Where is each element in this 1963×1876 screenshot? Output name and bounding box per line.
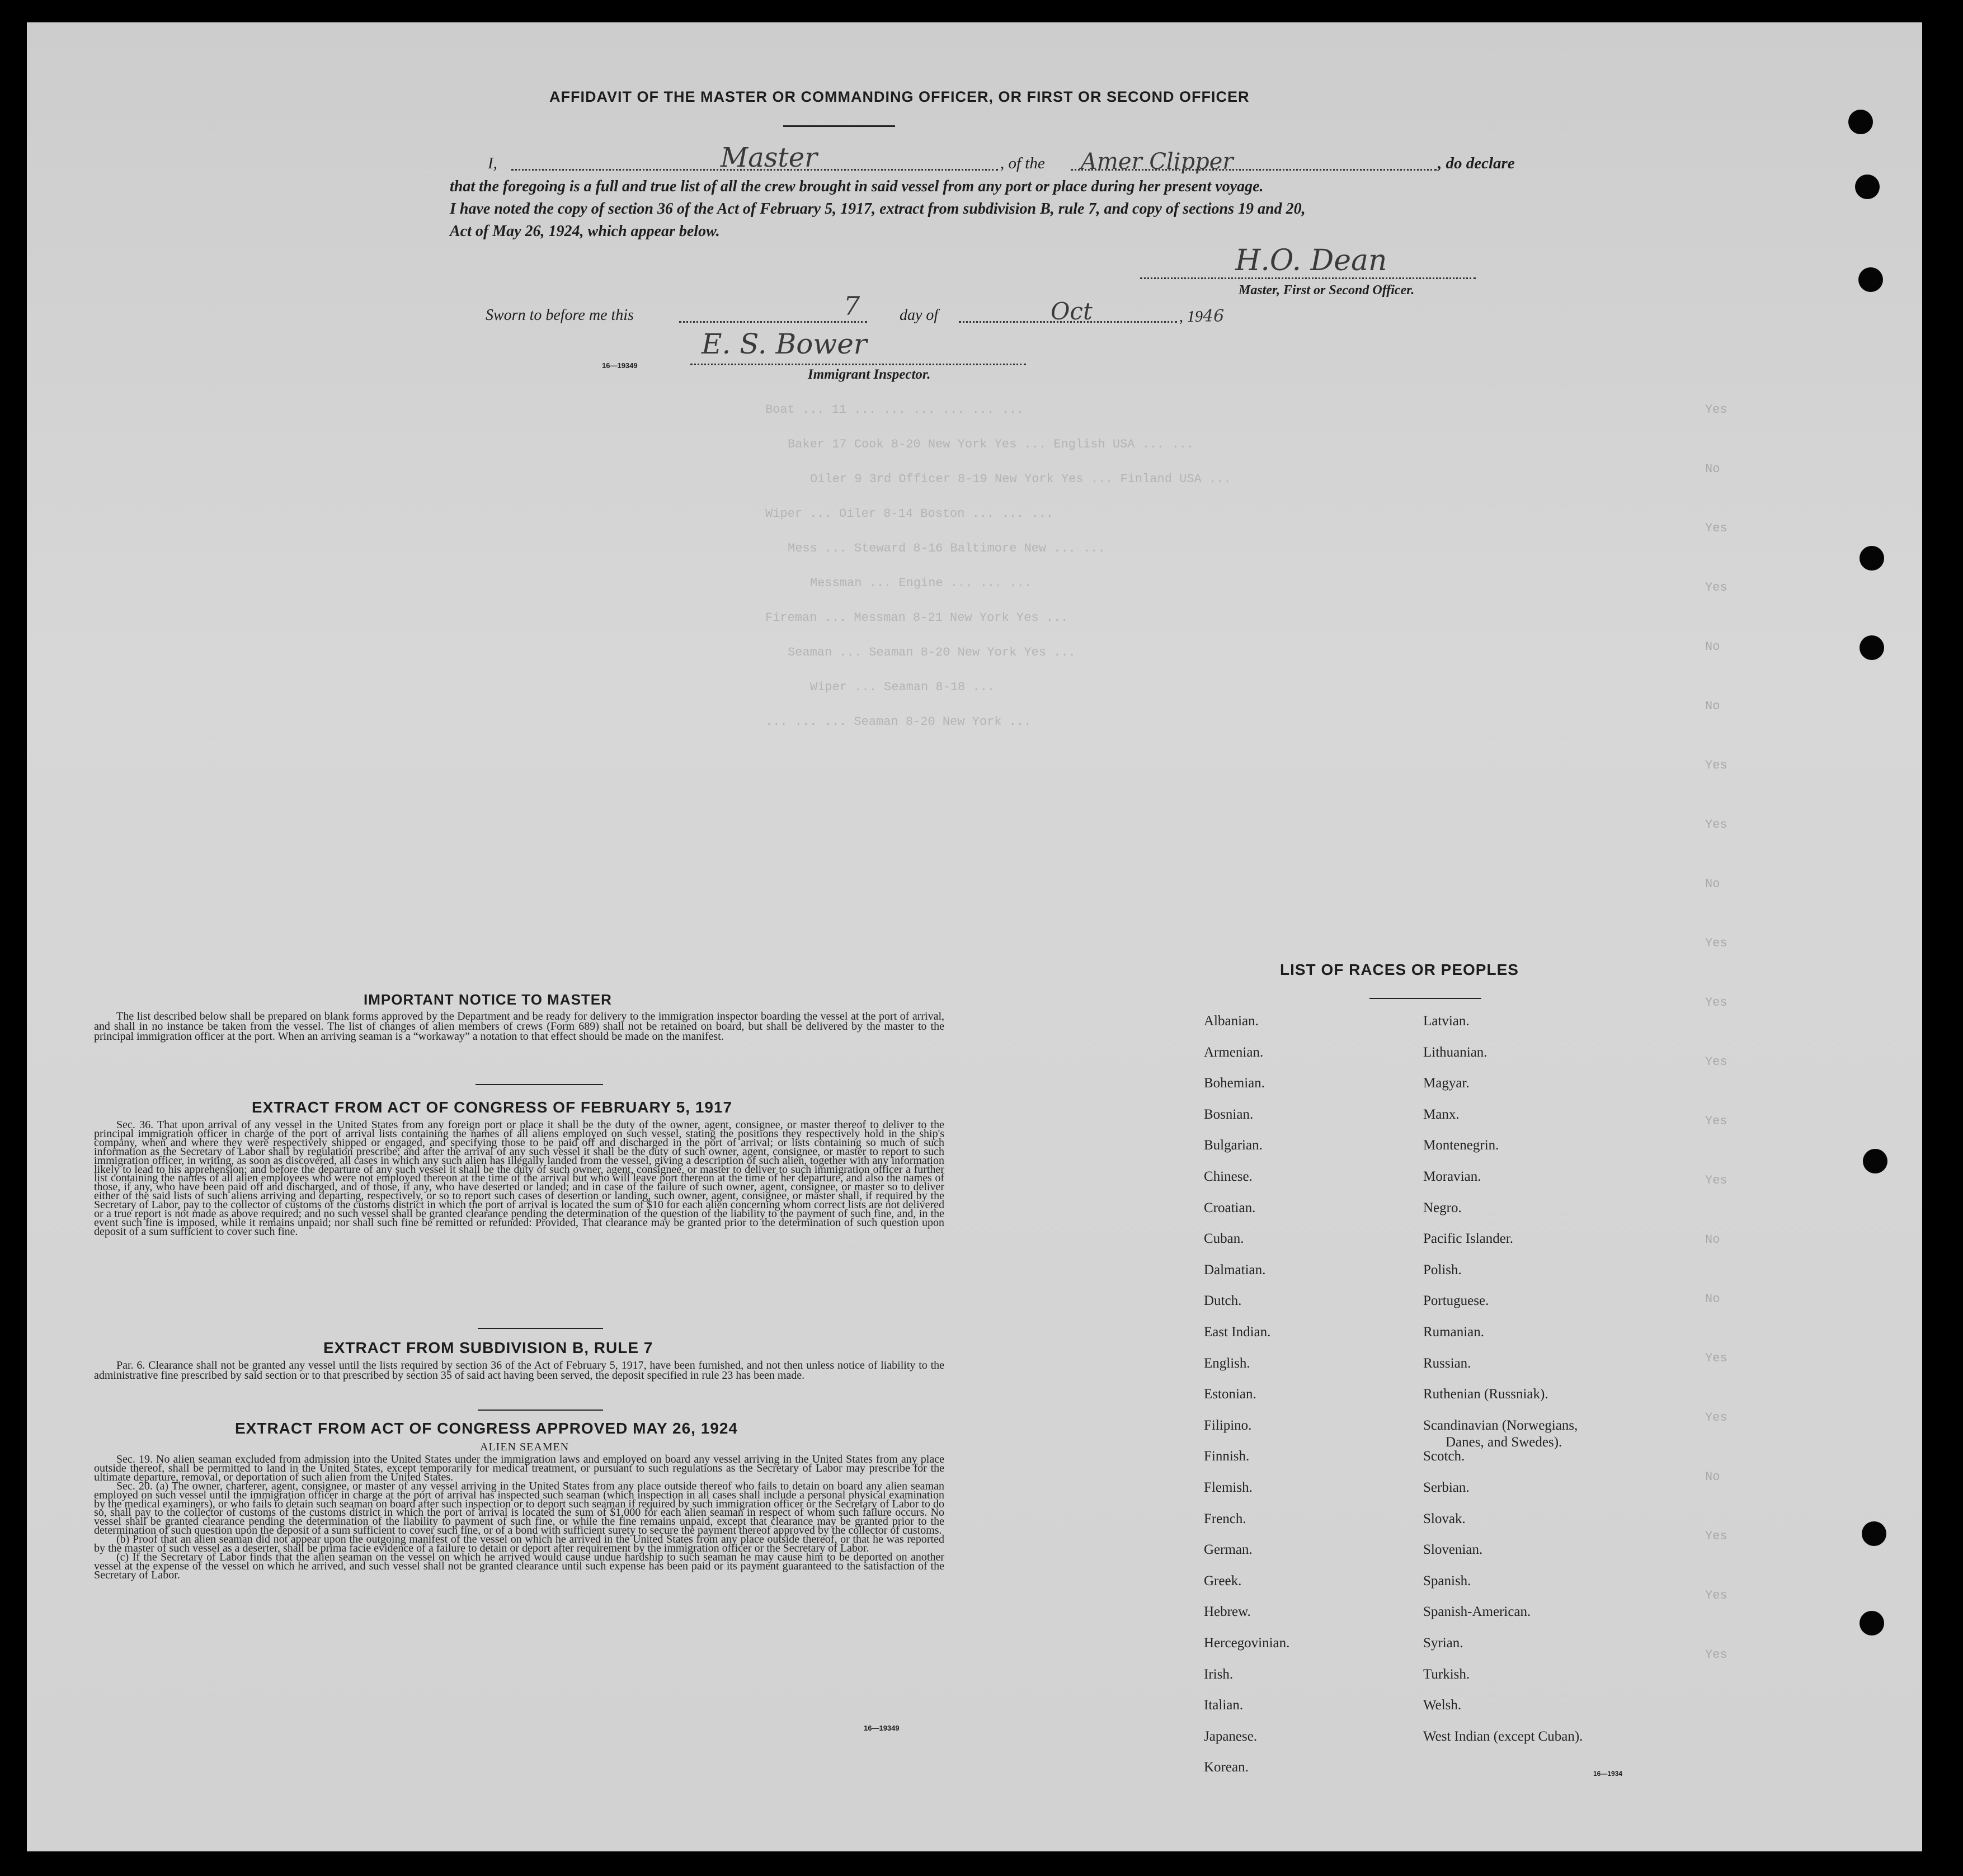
year-prefix: , 19 [1179,308,1203,326]
handwritten-year: 46 [1203,307,1225,326]
race-item: Manx. [1423,1106,1460,1122]
race-item: Rumanian. [1423,1324,1485,1340]
handwritten-month: Oct [1051,298,1093,325]
handwritten-day: 7 [844,291,860,321]
race-item: Finnish. [1204,1449,1250,1464]
race-item: Spanish. [1423,1573,1471,1589]
bleed-through-text: Boat ... 11 ... ... ... ... ... ... [765,403,1024,417]
bleed-through-text: Yes [1705,521,1727,535]
race-item: Pacific Islander. [1423,1231,1514,1247]
race-item: Dalmatian. [1204,1262,1266,1278]
race-item: German. [1204,1542,1253,1558]
punch-hole [1848,110,1873,134]
bleed-through-text: No [1705,877,1720,891]
notice-paragraph: The list described below shall be prepared on blank forms approved by the Department and be ready for delivery to the immigration inspector boarding the vessel at the port of arrival, and shall in no instance be taken from the vessel. The list of changes of alien members of crews (Form 689) shall not be retained on board, but shall be delivered by the master to the principal immigration officer at the port. When an arriving seaman is a “workaway” a notation to that effect should be made on the manifest. [94,1010,944,1043]
extract-1917-title: EXTRACT FROM ACT OF CONGRESS OF FEBRUARY 5, 1917 [252,1099,733,1116]
sec36-paragraph: Sec. 36. That upon arrival of any vessel in the United States from any foreign port or place it shall be the duty of the owner, agent, consignee, or master thereof to deliver to the principal immigration officer in charge of the port of arrival lists containing the names of all aliens employed on such vessel, stating the positions they respectively hold in the ship's company, when and where they were respectively shipped or engaged, and specifying those to be paid off and discharged in the port of arrival; or lists containing so much of such information as the Secretary of Labor shall by regulation prescribe; and after the arrival of any such vessel it shall be the duty of such owner, agent, consignee, or master to report to such immigration officer, in writing, as soon as discovered, all cases in which any such alien has illegally landed from the vessel, giving a description of such alien, together with any information likely to lead to his apprehension; and before the departure of any such vessel it shall be the duty of such owner, agent, consignee, or master to deliver to such immigration officer a further list containing the names of all alien employees who were not employed thereon at the time of the arrival but who will leave port thereon at the time of her departure, and also the names of those, if any, who have been paid off and discharged, and of those, if any, who have deserted or landed; and in case of the failure of such owner, agent, consignee, or master so to deliver either of the said lists of such aliens arriving and departing, respectively, or so to report such cases of desertion or landing, such owner, agent, consignee, or master shall, if required by the Secretary of Labor, pay to the collector of customs of the customs district in which the port of arrival is located the sum of $10 for each alien concerning whom correct lists are not delivered or a true report is not made as above required; and no such vessel shall be granted clearance pending the determination of the question of the liability to the payment of such fine, and, in the event such fine is imposed, while it remains unpaid; nor shall such fine be remitted or refunded: Provided, That clearance may be granted prior to the determination of such question upon deposit of a sum sufficient to cover such fine. [94,1119,944,1238]
race-item: Estonian. [1204,1387,1256,1402]
bleed-through-text: No [1705,462,1720,476]
affidavit-i: I, [488,154,497,172]
day-field-line [679,321,867,323]
bleed-through-text: Oiler 9 3rd Officer 8-19 New York Yes ... Finland USA ... [810,472,1231,486]
punch-hole [1860,546,1884,571]
race-item: Danes, and Swedes). [1446,1434,1562,1450]
affidavit-line1 [488,154,497,173]
rule7-text [94,1360,944,1380]
race-item: Welsh. [1423,1698,1462,1713]
form-number-top: 16—19349 [602,361,638,370]
race-item: Lithuanian. [1423,1044,1487,1060]
race-item: Moravian. [1423,1169,1481,1184]
bleed-through-text: Yes [1705,581,1727,595]
affidavit-line3: I have noted the copy of section 36 of the Act of February 5, 1917, extract from subdivision B, rule 7, and copy of sections 19 and 20, [450,200,1306,218]
officer-caption: Master, First or Second Officer. [1239,283,1415,298]
race-item: Magyar. [1423,1076,1470,1091]
race-item: Bohemian. [1204,1076,1265,1091]
race-item: Italian. [1204,1698,1244,1713]
race-item: Bulgarian. [1204,1138,1263,1153]
race-item: Scandinavian (Norwegians, [1423,1417,1578,1433]
races-title: LIST OF RACES OR PEOPLES [1280,961,1519,978]
race-item: Korean. [1204,1760,1249,1775]
sec20c-paragraph: (c) If the Secretary of Labor finds that the alien seaman on the vessel on which he arrived would cause undue hardship to such seaman he may cause him to be deported on another vessel at the expense of the vessel on which he arrived, and such vessel shall not be granted clearance until such expense has been paid or its payment guaranteed to the satisfaction of the Secretary of Labor. [94,1550,944,1581]
bleed-through-text: No [1705,699,1720,713]
race-item: Montenegrin. [1423,1138,1499,1153]
affidavit-title: AFFIDAVIT OF THE MASTER OR COMMANDING OFFICER, OR FIRST OR SECOND OFFICER [549,88,1250,105]
divider [1369,998,1481,999]
divider [783,125,895,127]
race-item: Flemish. [1204,1480,1253,1495]
race-item: Croatian. [1204,1200,1256,1215]
race-item: Slovak. [1423,1511,1466,1526]
sec20a-paragraph: Sec. 20. (a) The owner, charterer, agent, consignee, or master of any vessel arriving in the United States from any place outside thereof who fails to detain on board any alien seaman employed on such vessel until the immigration officer in charge at the port of arrival has inspected such seaman (which inspection in all cases shall include a personal physical examination by the medical examiners), or who fails to detain such seaman on board after such inspection or to deport such seaman if required by such immigration officer or the Secretary of Labor to do so, shall pay to the collector of customs of the customs district in which the port of arrival is located the sum of $1,000 for each alien seaman in respect of whom such failure occurs. No vessel shall be granted clearance pending the determination of the liability to payment of such fine, or while the fine remains unpaid, except that clearance may be granted prior to the determination of such question upon the deposit of a sum sufficient to cover such fine, or of a bond with sufficient surety to secure the payment thereof approved by the collector of customs. [94,1479,944,1537]
bleed-through-text: Yes [1705,1055,1727,1069]
divider [476,1084,603,1085]
bleed-through-text: Yes [1705,403,1727,417]
affidavit-line4: Act of May 26, 1924, which appear below. [450,223,720,240]
race-item: East Indian. [1204,1324,1271,1340]
bleed-through-text: Yes [1705,1114,1727,1128]
extract-1924-text [94,1455,944,1580]
sec19-paragraph: Sec. 19. No alien seaman excluded from admission into the United States under the immigration laws and employed on board any vessel arriving in the United States from any place outside thereof, shall be permitted to land in the United States, except temporarily for medical treatment, or pursuant to such regulations as the Secretary of Labor may prescribe for the ultimate departure, removal, or deportation of such alien from the United States. [94,1453,944,1483]
punch-hole [1860,1611,1884,1635]
bleed-through-text: Wiper ... Seaman 8-18 ... [810,680,995,694]
rule7-title: EXTRACT FROM SUBDIVISION B, RULE 7 [323,1339,653,1356]
race-item: Syrian. [1423,1635,1463,1651]
divider [478,1328,603,1329]
bleed-through-text: Yes [1705,1411,1727,1425]
bleed-through-text: Yes [1705,1173,1727,1187]
bleed-through-text: Yes [1705,758,1727,772]
race-item: Dutch. [1204,1293,1242,1309]
handwritten-vessel: Amer Clipper [1081,149,1234,175]
notice-text [94,1011,944,1041]
document-page [27,22,1922,1851]
race-item: Irish. [1204,1666,1234,1682]
bleed-through-text: Baker 17 Cook 8-20 New York Yes ... English USA ... ... [788,437,1194,451]
alien-seamen-subtitle: ALIEN SEAMEN [480,1441,569,1453]
race-item: Hercegovinian. [1204,1635,1290,1651]
punch-hole [1855,175,1880,199]
bleed-through-text: Mess ... Steward 8-16 Baltimore New ... ... [788,541,1105,555]
signature-line [1140,277,1476,279]
race-item: Greek. [1204,1573,1242,1589]
bleed-through-text: No [1705,1292,1720,1306]
inspector-signature: E. S. Bower [702,328,867,360]
race-item: Bosnian. [1204,1106,1254,1122]
race-item: Polish. [1423,1262,1462,1278]
do-declare-label: , do declare [1438,154,1515,172]
of-the-label: , of the [1000,154,1045,172]
bleed-through-text: Yes [1705,818,1727,832]
bleed-through-text: Yes [1705,1589,1727,1602]
race-item: Turkish. [1423,1666,1470,1682]
inspector-caption: Immigrant Inspector. [808,367,931,382]
punch-hole [1858,267,1883,292]
punch-hole [1860,635,1884,660]
bleed-through-text: Yes [1705,1529,1727,1543]
sec20b-paragraph: (b) Proof that an alien seaman did not appear upon the outgoing manifest of the vessel on which he arrived in the United States from any place outside thereof, or that he was reported by the master of such vessel as a deserter, shall be prima facie evidence of a failure to detain or deport after requirement by the immigration officer or the Secretary of Labor. [94,1533,944,1555]
bleed-through-text: ... ... ... Seaman 8-20 New York ... [765,715,1032,729]
race-item: Hebrew. [1204,1604,1251,1620]
race-item: Scotch. [1423,1449,1465,1464]
bleed-through-text: Yes [1705,996,1727,1010]
rule7-paragraph: Par. 6. Clearance shall not be granted any vessel until the lists required by section 36 of the Act of February 5, 1917, have been furnished, and not then unless notice of liability to the administrative fine prescribed by said section or to that prescribed by section 35 of said act having been served, the deposit specified in rule 23 has been made. [94,1359,944,1382]
bleed-through-text: No [1705,1233,1720,1247]
race-item: Cuban. [1204,1231,1244,1247]
race-item: Armenian. [1204,1044,1264,1060]
bleed-through-text: No [1705,1470,1720,1484]
race-item: Portuguese. [1423,1293,1489,1309]
handwritten-master: Master [721,142,818,173]
sworn-label: Sworn to before me this [486,307,634,324]
officer-signature: H.O. Dean [1235,244,1387,277]
bleed-through-text: Yes [1705,936,1727,950]
race-item: West Indian (except Cuban). [1423,1728,1583,1744]
extract-1917-text [94,1121,944,1237]
affidavit-line2: that the foregoing is a full and true list of all the crew brought in said vessel from any port or place during her present voyage. [450,178,1264,195]
inspector-line [690,364,1026,365]
punch-hole [1863,1149,1887,1173]
race-item: Latvian. [1423,1014,1470,1029]
punch-hole [1862,1521,1886,1546]
year-label [1179,307,1224,326]
race-item: Chinese. [1204,1169,1253,1184]
bleed-through-text: Fireman ... Messman 8-21 New York Yes ... [765,611,1068,625]
bleed-through-text: Yes [1705,1648,1727,1662]
race-item: Ruthenian (Russniak). [1423,1387,1548,1402]
race-item: Negro. [1423,1200,1462,1215]
extract-1924-title: EXTRACT FROM ACT OF CONGRESS APPROVED MAY 26, 1924 [235,1420,738,1437]
race-item: Japanese. [1204,1728,1258,1744]
notice-title: IMPORTANT NOTICE TO MASTER [364,991,612,1008]
form-number-bottom: 16—19349 [864,1724,900,1732]
bleed-through-text: Yes [1705,1351,1727,1365]
day-of-label: day of [900,307,939,324]
race-item: Filipino. [1204,1417,1252,1433]
race-item: French. [1204,1511,1246,1526]
race-item: Albanian. [1204,1014,1259,1029]
race-item: Spanish-American. [1423,1604,1531,1620]
race-item: English. [1204,1355,1250,1371]
race-item: Russian. [1423,1355,1471,1371]
bleed-through-text: Messman ... Engine ... ... ... [810,576,1032,590]
bleed-through-text: Wiper ... Oiler 8-14 Boston ... ... ... [765,507,1053,521]
divider [478,1410,603,1411]
bleed-through-text: No [1705,640,1720,654]
race-item: Slovenian. [1423,1542,1483,1558]
race-item: Serbian. [1423,1480,1470,1495]
races-form-number: 16—1934 [1593,1770,1623,1778]
bleed-through-text: Seaman ... Seaman 8-20 New York Yes ... [788,645,1076,659]
